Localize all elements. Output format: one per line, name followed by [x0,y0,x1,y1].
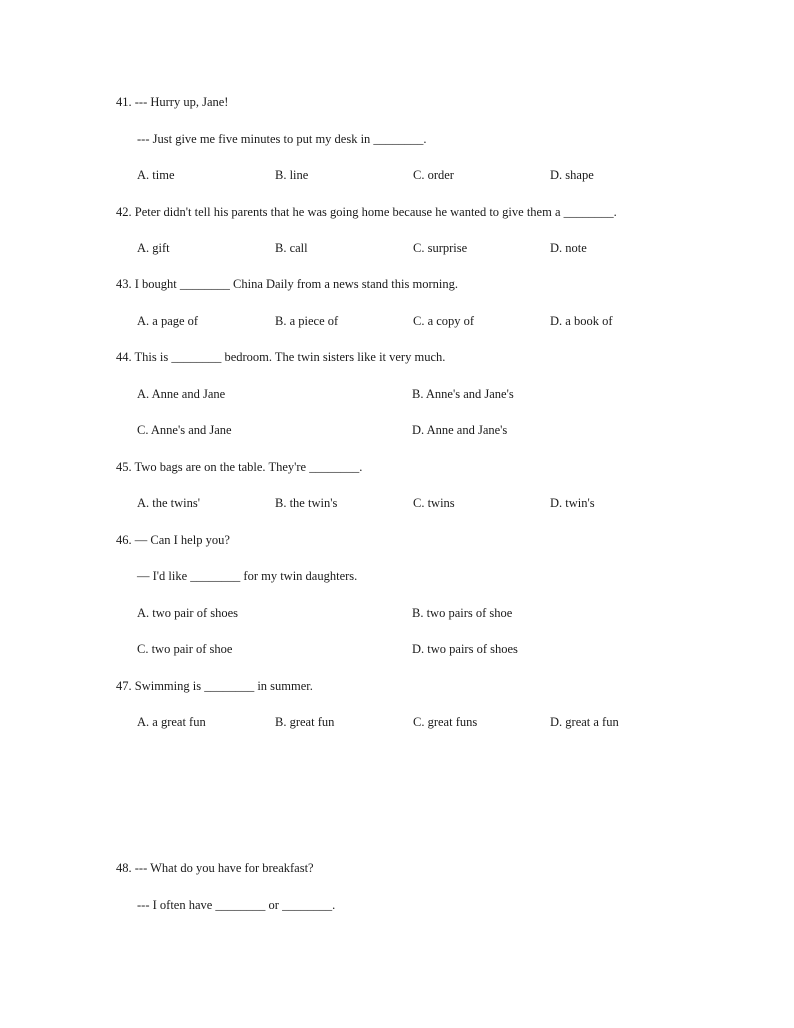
question-42-option-a[interactable]: A. gift [137,241,170,255]
question-41-option-c[interactable]: C. order [413,168,454,182]
question-43-stem: 43. I bought ________ China Daily from a news stand this morning. [116,277,458,291]
question-42-option-b[interactable]: B. call [275,241,308,255]
question-41-stem: 41. --- Hurry up, Jane! [116,95,229,109]
question-41-option-a[interactable]: A. time [137,168,175,182]
question-47-option-d[interactable]: D. great a fun [550,715,619,729]
question-45-option-d[interactable]: D. twin's [550,496,595,510]
question-45-option-c[interactable]: C. twins [413,496,455,510]
question-47-stem: 47. Swimming is ________ in summer. [116,679,313,693]
question-46-option-d[interactable]: D. two pairs of shoes [412,642,518,656]
question-42-option-c[interactable]: C. surprise [413,241,468,255]
question-41-option-d[interactable]: D. shape [550,168,594,182]
question-46-option-c[interactable]: C. two pair of shoe [137,642,233,656]
question-46-stem: 46. — Can I help you? [116,533,230,547]
question-41-option-b[interactable]: B. line [275,168,309,182]
question-48-stem: 48. --- What do you have for breakfast? [116,861,314,875]
question-46-option-a[interactable]: A. two pair of shoes [137,606,239,620]
question-44-stem: 44. This is ________ bedroom. The twin sisters like it very much. [116,350,446,364]
question-43-option-a[interactable]: A. a page of [137,314,199,328]
question-42-option-d[interactable]: D. note [550,241,587,255]
question-46-option-b[interactable]: B. two pairs of shoe [412,606,513,620]
question-43-option-c[interactable]: C. a copy of [413,314,475,328]
question-42-stem: 42. Peter didn't tell his parents that he was going home because he wanted to give them a ________. [116,205,617,219]
question-46-dialogue: — I'd like ________ for my twin daughters. [137,569,358,583]
question-44-option-b[interactable]: B. Anne's and Jane's [412,387,514,401]
question-44-option-d[interactable]: D. Anne and Jane's [412,423,508,437]
question-48-dialogue: --- I often have ________ or ________. [137,898,336,912]
question-43-option-d[interactable]: D. a book of [550,314,613,328]
question-47-option-c[interactable]: C. great funs [413,715,478,729]
question-47-option-a[interactable]: A. a great fun [137,715,206,729]
question-44-option-c[interactable]: C. Anne's and Jane [137,423,232,437]
question-45-option-b[interactable]: B. the twin's [275,496,338,510]
question-44-option-a[interactable]: A. Anne and Jane [137,387,226,401]
question-41-dialogue: --- Just give me five minutes to put my desk in ________. [137,132,427,146]
question-45-stem: 45. Two bags are on the table. They're ________. [116,460,363,474]
question-45-option-a[interactable]: A. the twins' [137,496,201,510]
question-47-option-b[interactable]: B. great fun [275,715,335,729]
question-43-option-b[interactable]: B. a piece of [275,314,339,328]
